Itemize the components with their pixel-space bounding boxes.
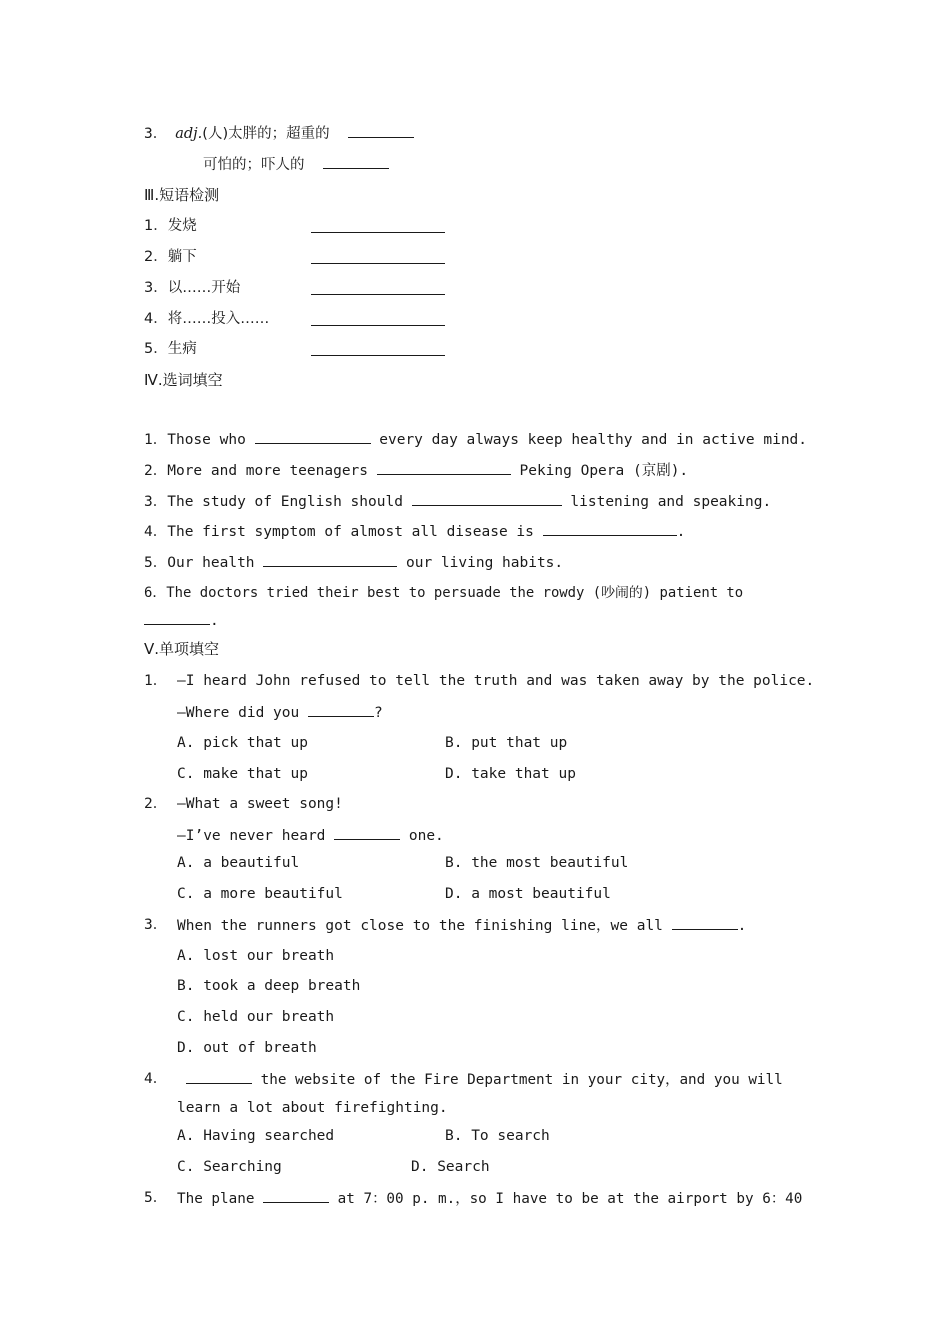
answer-blank[interactable] [311, 280, 445, 295]
question-text: 5．Our health [144, 555, 264, 571]
option-1b[interactable]: B. put that up [445, 735, 568, 751]
fill-question-6-cont [144, 610, 219, 631]
word-meaning: 可怕的；吓人的 [203, 157, 305, 173]
option-4d[interactable]: D. Search [411, 1159, 490, 1175]
mc-question-3-stem [177, 915, 746, 936]
phrase-item-3 [144, 278, 240, 298]
question-text: . [210, 613, 219, 629]
mc-question-4-stem [186, 1069, 783, 1090]
question-text: ? [373, 705, 383, 721]
word-meaning: (人)太胖的；超重的 [202, 126, 330, 142]
question-text: —I’ve never heard [177, 828, 335, 844]
vocab-line-3b [203, 154, 389, 175]
answer-blank[interactable] [255, 429, 371, 444]
fill-question-4 [144, 521, 685, 542]
phrase-label: 2．躺下 [144, 249, 197, 265]
mc-question-2-number: 2． [144, 796, 168, 812]
option-3b[interactable]: B. took a deep breath [177, 978, 361, 994]
answer-blank[interactable] [263, 1188, 329, 1203]
option-2a[interactable]: A. a beautiful [177, 855, 300, 871]
question-text: —Where did you [177, 705, 308, 721]
option-4a[interactable]: A. Having searched [177, 1128, 335, 1144]
option-3a[interactable]: A. lost our breath [177, 948, 335, 964]
question-text: . [676, 524, 686, 540]
option-4c[interactable]: C. Searching [177, 1159, 282, 1175]
question-text: listening and speaking. [561, 494, 772, 510]
answer-blank[interactable] [412, 491, 562, 506]
option-2d[interactable]: D. a most beautiful [445, 886, 611, 902]
answer-blank[interactable] [311, 311, 445, 326]
option-1a[interactable]: A. pick that up [177, 735, 308, 751]
question-text: the website of the Fire Department in your city，and you will [252, 1072, 783, 1088]
answer-blank[interactable] [186, 1069, 252, 1084]
answer-blank[interactable] [323, 154, 389, 169]
fill-question-2 [144, 460, 688, 481]
question-text: one. [400, 828, 444, 844]
option-3d[interactable]: D. out of breath [177, 1040, 317, 1056]
mc-question-2-reply [177, 825, 444, 846]
mc-question-1-stem: —I heard John refused to tell the truth and was taken away by the police. [177, 673, 815, 689]
answer-blank[interactable] [311, 341, 445, 356]
part-of-speech: adj. [175, 126, 203, 142]
mc-question-3-number: 3． [144, 917, 168, 933]
answer-blank[interactable] [308, 702, 374, 717]
option-4b[interactable]: B. To search [445, 1128, 550, 1144]
answer-blank[interactable] [311, 249, 445, 264]
question-text: 6．The doctors tried their best to persuade the rowdy (吵闹的) patient to [144, 585, 744, 601]
option-1c[interactable]: C. make that up [177, 766, 308, 782]
answer-blank[interactable] [334, 825, 400, 840]
option-3c[interactable]: C. held our breath [177, 1009, 335, 1025]
question-text: 3．The study of English should [144, 494, 412, 510]
question-text: When the runners got close to the finishing line，we all [177, 918, 672, 934]
phrase-label: 1．发烧 [144, 218, 197, 234]
question-text: Peking Opera (京剧). [510, 463, 689, 479]
question-text: The plane [177, 1191, 264, 1207]
mc-question-5-number: 5． [144, 1190, 168, 1206]
phrase-item-4 [144, 309, 269, 329]
mc-question-2-stem: —What a sweet song! [177, 796, 343, 812]
answer-blank[interactable] [263, 552, 397, 567]
mc-question-1-number: 1． [144, 673, 168, 689]
question-text: . [737, 918, 747, 934]
question-text: 1．Those who [144, 432, 255, 448]
mc-question-5-stem [177, 1188, 802, 1209]
fill-question-3 [144, 491, 771, 512]
section-4-title: Ⅳ.选词填空 [144, 371, 223, 389]
answer-blank[interactable] [348, 123, 414, 138]
answer-blank[interactable] [672, 915, 738, 930]
item-number: 3． [144, 126, 168, 142]
phrase-item-2 [144, 247, 197, 267]
question-text: our living habits. [397, 555, 564, 571]
phrase-item-1 [144, 216, 197, 236]
phrase-label: 5．生病 [144, 341, 197, 357]
answer-blank[interactable] [377, 460, 511, 475]
section-3-title: Ⅲ.短语检测 [144, 186, 220, 204]
vocab-line-3 [144, 123, 414, 144]
question-text: every day always keep healthy and in active mind. [370, 432, 808, 448]
phrase-label: 3．以……开始 [144, 280, 241, 296]
option-2c[interactable]: C. a more beautiful [177, 886, 343, 902]
fill-question-1 [144, 429, 807, 450]
fill-question-6 [144, 583, 743, 603]
mc-question-1-reply [177, 702, 383, 723]
answer-blank[interactable] [311, 218, 445, 233]
answer-blank[interactable] [144, 610, 210, 625]
option-2b[interactable]: B. the most beautiful [445, 855, 629, 871]
mc-question-4-stem-cont: learn a lot about firefighting. [177, 1100, 448, 1116]
phrase-label: 4．将……投入…… [144, 311, 270, 327]
mc-question-4-number: 4． [144, 1071, 168, 1087]
question-text: 4．The first symptom of almost all disease is [144, 524, 543, 540]
section-5-title: Ⅴ.单项填空 [144, 640, 220, 658]
answer-blank[interactable] [543, 521, 677, 536]
option-1d[interactable]: D. take that up [445, 766, 576, 782]
question-text: 2．More and more teenagers [144, 463, 377, 479]
phrase-item-5 [144, 339, 197, 359]
fill-question-5 [144, 552, 563, 573]
question-text: at 7：00 p. m.，so I have to be at the airport by 6：40 [329, 1191, 803, 1207]
